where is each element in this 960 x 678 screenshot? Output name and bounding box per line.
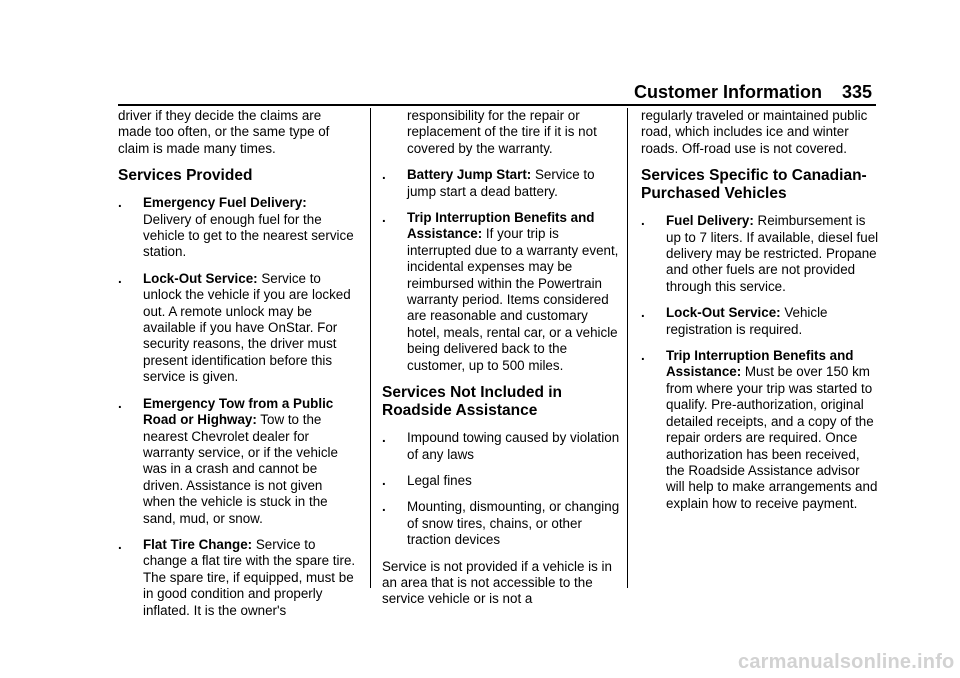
- list-item: [382, 167, 620, 200]
- item-term: Lock-Out Service:: [143, 270, 258, 286]
- item-text: Tow to the nearest Chevrolet dealer for warranty service, or if the vehicle was in a crash and cannot be driven. Assistance is not given when the vehicle is stuck in the sand, mud, or snow.: [143, 412, 338, 526]
- item-text: responsibility for the repair or replacement of the tire if it is not covered by the warranty.: [407, 108, 597, 156]
- bullet: .: [118, 195, 122, 211]
- page-number: 335: [842, 82, 873, 102]
- list-item: [641, 305, 879, 338]
- continued-item: [382, 108, 620, 157]
- item-term: Emergency Tow from a Public Road or Highway:: [143, 395, 334, 428]
- bullet: .: [382, 472, 386, 488]
- column-divider-1: [370, 108, 371, 588]
- section-heading: Services Specific to Canadian-Purchased Vehicles: [641, 167, 867, 203]
- item-term: Emergency Fuel Delivery:: [143, 195, 307, 211]
- column-2: [382, 108, 620, 618]
- list-item: [118, 537, 356, 619]
- section-heading: Services Not Included in Roadside Assistance: [382, 384, 563, 420]
- bullet: .: [382, 167, 386, 183]
- list-item: [641, 213, 879, 295]
- column-1: [118, 108, 356, 629]
- item-text: Impound towing caused by violation of any laws: [407, 430, 620, 462]
- item-text: Service to unlock the vehicle if you are locked out. A remote unlock may be available if you have OnStar. For security reasons, the driver must present identification before this service is given.: [143, 270, 351, 385]
- bullet: .: [641, 213, 645, 229]
- bullet: .: [641, 305, 645, 321]
- list-item: [382, 473, 620, 489]
- item-term: Trip Interruption Benefits and Assistance:: [666, 348, 854, 380]
- watermark: carmanualsonline.info: [738, 651, 955, 673]
- paragraph: driver if they decide the claims are made too often, or the same type of claim is made many times.: [118, 108, 330, 156]
- paragraph: Service is not provided if a vehicle is in an area that is not accessible to the service vehicle or is not a: [382, 558, 612, 607]
- item-text: Legal fines: [407, 472, 472, 488]
- list-item: [641, 348, 879, 512]
- item-term: Lock-Out Service:: [666, 305, 781, 321]
- bullet: .: [118, 270, 122, 286]
- page-header: [634, 81, 873, 103]
- item-text: Service to change a flat tire with the spare tire. The spare tire, if equipped, must be in good condition and properly inflated. It is the owner's: [143, 536, 356, 618]
- bullet: .: [382, 430, 386, 446]
- item-term: Fuel Delivery:: [666, 213, 754, 229]
- item-text: Mounting, dismounting, or changing of snow tires, chains, or other traction devices: [407, 499, 620, 548]
- bullet: .: [382, 499, 386, 515]
- item-text: Vehicle registration is required.: [666, 305, 828, 337]
- bullet: .: [641, 348, 645, 364]
- list-item: [118, 195, 356, 261]
- column-divider-2: [627, 108, 628, 588]
- item-term: Trip Interruption Benefits and Assistance:: [407, 210, 595, 242]
- item-text: Delivery of enough fuel for the vehicle to get to the nearest service station.: [143, 211, 354, 260]
- header-rule: [118, 104, 876, 106]
- list-item: [382, 430, 620, 463]
- column-3: [641, 108, 879, 522]
- list-item: [118, 396, 356, 527]
- item-text: Service to jump start a dead battery.: [407, 167, 595, 199]
- item-text: If your trip is interrupted due to a warranty event, incidental expenses may be reimbursed within the Powertrain warranty period. Items considered are reasonable and customary hotel, meals, rental car, or a vehicle being delivered back to the customer, up to 500 miles.: [407, 226, 619, 373]
- paragraph: regularly traveled or maintained public road, which includes ice and winter roads. Off-road use is not covered.: [641, 108, 868, 156]
- bullet: .: [118, 536, 122, 552]
- item-text: Reimbursement is up to 7 liters. If available, diesel fuel delivery may be restricted. Propane and other fuels are not provided through this service.: [666, 213, 879, 294]
- item-text: Must be over 150 km from where your trip was started to qualify. Pre-authorization, original detailed receipts, and a copy of the repair orders are required. Once authorization has been received, the Roadside Assistance advisor will help to make arrangements and explain how to receive payment.: [666, 364, 878, 511]
- section-heading: Services Provided: [118, 167, 253, 185]
- bullet: .: [118, 395, 122, 411]
- item-term: Battery Jump Start:: [407, 167, 532, 183]
- list-item: [118, 271, 356, 386]
- bullet: .: [382, 210, 386, 226]
- list-item: [382, 499, 620, 548]
- list-item: [382, 210, 620, 374]
- item-term: Flat Tire Change:: [143, 536, 253, 552]
- section-title: Customer Information: [634, 82, 823, 102]
